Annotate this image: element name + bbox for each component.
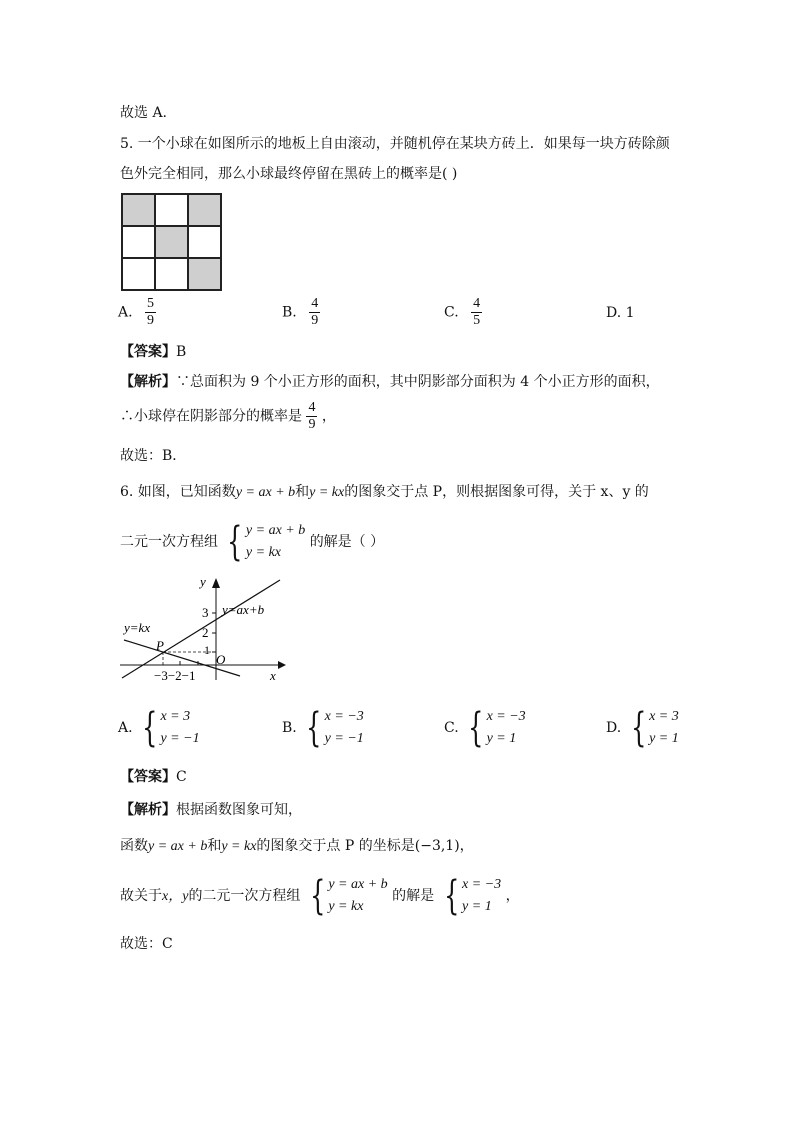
q5-conclusion: 故选：B．: [120, 448, 187, 464]
q5-stem-line1: 5. 一个小球在如图所示的地板上自由滚动，并随机停在某块方砖上．如果每一块方砖除颜: [120, 136, 670, 152]
prev-conclusion: 故选 A.: [120, 105, 168, 121]
q6-answer: 【答案】C: [120, 769, 187, 785]
label-line-y-ax-b: y=ax+b: [222, 602, 265, 617]
q5-floor-grid: [121, 193, 222, 291]
x-axis-label: x: [270, 668, 276, 683]
q5-option-a: A. $\frac{5}{9}$: [118, 296, 155, 328]
y-axis-arrow: [212, 578, 220, 588]
floor-tile-white: [155, 258, 188, 290]
q5-answer: 【答案】B: [120, 344, 187, 360]
floor-tile-white: [155, 194, 188, 226]
point-p-label: P: [156, 638, 164, 653]
q5-stem-line2: 色外完全相同，那么小球最终停留在黑砖上的概率是( ): [120, 166, 458, 182]
q6-analysis-line3: 故关于x，y的二元一次方程组 { y = ax + b y = kx 的解是 { x = −3 y = 1 ，: [120, 873, 520, 919]
floor-tile-white: [188, 226, 221, 258]
origin-label: O: [216, 652, 226, 667]
y-tick-label-2: 2: [202, 625, 209, 640]
q6-analysis-line1: 【解析】根据函数图象可知，: [120, 802, 302, 818]
q6-conclusion: 故选：C: [120, 936, 173, 952]
q6-option-c: C. { x = −3 y = 1: [444, 705, 526, 751]
floor-tile-white: [122, 226, 155, 258]
q6-stem-line2: 二元一次方程组 { y = ax + b y = kx 的解是（ ）: [120, 519, 385, 565]
q6-option-a: A. { x = 3 y = −1: [118, 705, 200, 751]
floor-tile-black: [188, 194, 221, 226]
y-tick-label-3: 3: [202, 605, 209, 620]
q5-option-c: C. $\frac{4}{5}$: [444, 296, 481, 328]
x-tick-labels: −3−2−1: [154, 668, 196, 683]
q6-option-b: B. { x = −3 y = −1: [282, 705, 364, 751]
floor-tile-black: [122, 194, 155, 226]
label-line-y-kx: y=kx: [124, 620, 151, 635]
floor-tile-white: [122, 258, 155, 290]
x-axis-arrow: [278, 661, 286, 669]
floor-tile-black: [188, 258, 221, 290]
y-tick-label-1: 1: [204, 643, 210, 657]
floor-tile-black: [155, 226, 188, 258]
q5-option-d: D. 1: [606, 305, 635, 321]
q5-option-b: B. $\frac{4}{9}$: [282, 296, 319, 328]
y-axis-label: y: [200, 574, 206, 589]
q5-analysis-line2: ∴小球停在阴影部分的概率是 $\frac{4}{9}$ ，: [120, 400, 336, 432]
q6-analysis-line2: 函数y = ax + b和y = kx的图象交于点 P 的坐标是(−3,1)，: [120, 838, 474, 854]
q6-function-graph: [118, 572, 288, 684]
q5-analysis-line1: 【解析】∵总面积为 9 个小正方形的面积，其中阴影部分面积为 4 个小正方形的面积，: [120, 374, 660, 390]
q6-stem-line1: 6. 如图，已知函数y = ax + b和y = kx的图象交于点 P，则根据图象可得，关于 x、y 的: [120, 484, 649, 500]
q6-option-d: D. { x = 3 y = 1: [606, 705, 679, 751]
